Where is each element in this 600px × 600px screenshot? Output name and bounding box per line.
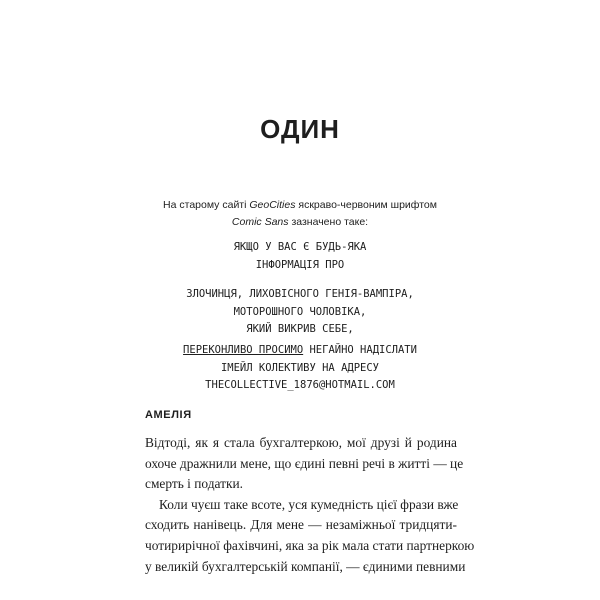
section-heading: АМЕЛІЯ	[145, 409, 192, 421]
body-line: Коли чуєш таке всоте, уся кумедність цієї фрази вже	[159, 496, 459, 512]
intro-text: На старому сайті	[163, 199, 250, 211]
intro-text: зазначено таке:	[288, 216, 369, 228]
body-line: Відтоді, як я стала бухгалтеркою, мої друзі й родина	[145, 435, 457, 450]
notice-block-1	[150, 239, 450, 274]
body-line: чотирирічної фахівчині, яка за рік мала стати партнеркою	[145, 537, 475, 553]
notice-line: МОТОРОШНОГО ЧОЛОВІКА,	[233, 305, 367, 318]
notice-block-3	[150, 342, 450, 395]
intro-text: яскраво-червоним шрифтом	[295, 199, 437, 211]
body-line: смерть і податки.	[145, 476, 244, 492]
body-line: сходить нанівець. Для мене — незаміжньої тридцяти-	[145, 517, 457, 533]
notice-line: ЯКИЙ ВИКРИВ СЕБЕ,	[246, 323, 354, 335]
body-line: охоче дражнили мене, що єдині певні речі в житті — це	[145, 455, 464, 471]
notice-line: ЗЛОЧИНЦЯ, ЛИХОВІСНОГО ГЕНІЯ-ВАМПІРА,	[186, 288, 414, 300]
intro-paragraph	[150, 197, 450, 231]
notice-block-2	[150, 286, 450, 339]
notice-underlined-text: ПЕРЕКОНЛИВО ПРОСИМО	[183, 344, 304, 356]
intro-italic-font: Comic Sans	[231, 216, 289, 228]
notice-line	[150, 342, 450, 360]
intro-italic-site: GeoCities	[249, 199, 296, 211]
chapter-title: ОДИН	[260, 114, 340, 144]
notice-line: ЯКЩО У ВАС Є БУДЬ-ЯКА	[233, 241, 367, 253]
notice-email: THECOLLECTIVE_1876@HOTMAIL.COM	[205, 379, 395, 391]
notice-text: НЕГАЙНО НАДІСЛАТИ	[303, 344, 417, 356]
notice-line: ІНФОРМАЦІЯ ПРО	[255, 258, 345, 271]
body-paragraphs	[145, 433, 475, 577]
body-line: у великій бухгалтерській компанії, — єдиними певними	[145, 558, 466, 574]
notice-line: ІМЕЙЛ КОЛЕКТИВУ НА АДРЕСУ	[220, 361, 380, 374]
